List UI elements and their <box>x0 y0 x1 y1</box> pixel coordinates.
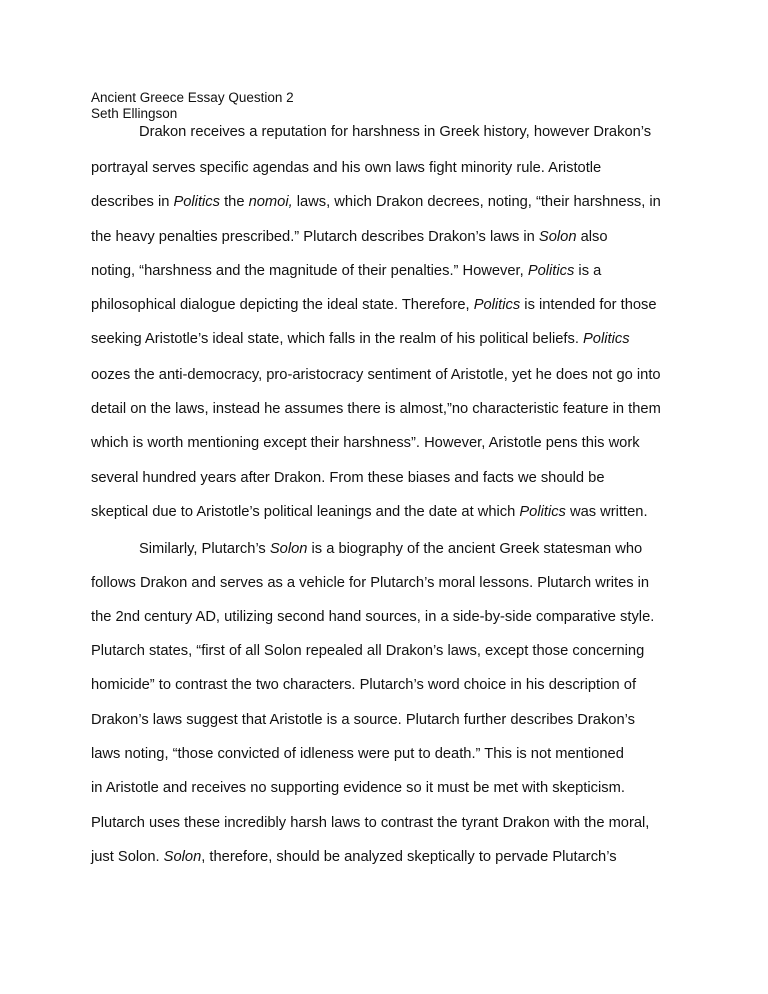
body-line <box>91 642 644 660</box>
body-line <box>139 540 642 558</box>
text-run: several hundred years after Drakon. From these biases and facts we should be <box>91 470 605 486</box>
body-line <box>91 711 635 729</box>
text-run: the <box>219 194 249 210</box>
text-run: portrayal serves specific agendas and his own laws fight minority rule. Aristotle <box>91 160 602 176</box>
text-run: laws, which Drakon decrees, noting, “their harshness, in <box>292 194 661 210</box>
text-run: is a biography of the ancient Greek statesman who <box>307 541 643 557</box>
body-line <box>91 434 640 452</box>
author-name: Seth Ellingson <box>91 106 178 121</box>
italic-text: Politics <box>473 297 521 313</box>
text-run: skeptical due to Aristotle’s political leanings and the date at which <box>91 504 520 520</box>
body-line <box>91 608 654 626</box>
text-run: also <box>576 229 608 245</box>
text-run: seeking Aristotle’s ideal state, which falls in the realm of his political beliefs. <box>91 331 584 347</box>
body-line <box>91 366 661 384</box>
body-line <box>91 779 625 797</box>
text-run: homicide” to contrast the two characters. Plutarch’s word choice in his description of <box>91 677 637 693</box>
text-run: detail on the laws, instead he assumes there is almost,”no characteristic feature in them <box>91 401 661 417</box>
italic-text: Solon <box>269 541 308 557</box>
text-run: the 2nd century AD, utilizing second hand sources, in a side-by-side comparative style. <box>91 609 655 625</box>
text-run: which is worth mentioning except their harshness”. However, Aristotle pens this work <box>91 435 640 451</box>
text-run: Similarly, Plutarch’s <box>139 541 270 557</box>
text-run: Drakon receives a reputation for harshness in Greek history, however Drakon’s <box>139 124 652 140</box>
body-line <box>91 262 601 280</box>
body-line <box>91 296 657 314</box>
text-run: follows Drakon and serves as a vehicle for Plutarch’s moral lessons. Plutarch writes in <box>91 575 650 591</box>
body-line <box>91 400 661 418</box>
text-run: oozes the anti-democracy, pro-aristocracy sentiment of Aristotle, yet he does not go into <box>91 367 661 383</box>
text-run: is a <box>574 263 602 279</box>
text-run: Plutarch uses these incredibly harsh laws to contrast the tyrant Drakon with the moral, <box>91 815 650 831</box>
document-header <box>91 90 294 122</box>
body-line <box>139 123 651 141</box>
text-run: just Solon. <box>91 849 164 865</box>
body-line <box>91 574 649 592</box>
italic-text: Politics <box>583 331 630 347</box>
italic-text: Politics <box>527 263 575 279</box>
body-line <box>91 503 648 521</box>
text-run: , therefore, should be analyzed skeptically to pervade Plutarch’s <box>201 849 617 865</box>
body-line <box>91 159 601 177</box>
italic-text: Solon <box>163 849 202 865</box>
body-line <box>91 814 649 832</box>
body-line <box>91 848 617 866</box>
text-run: philosophical dialogue depicting the ideal state. Therefore, <box>91 297 474 313</box>
text-run: Plutarch states, “first of all Solon repealed all Drakon’s laws, except those concerning <box>91 643 645 659</box>
body-line <box>91 469 605 487</box>
text-run: was written. <box>565 504 648 520</box>
text-run: Drakon’s laws suggest that Aristotle is a source. Plutarch further describes Drakon’s <box>91 712 635 728</box>
essay-title: Ancient Greece Essay Question 2 <box>91 90 294 105</box>
text-run: laws noting, “those convicted of idleness were put to death.” This is not mentioned <box>91 746 624 762</box>
text-run: is intended for those <box>520 297 657 313</box>
body-line <box>91 193 661 211</box>
italic-text: nomoi, <box>248 194 293 210</box>
body-line <box>91 330 630 348</box>
italic-text: Politics <box>173 194 220 210</box>
text-run: describes in <box>91 194 174 210</box>
body-line <box>91 676 636 694</box>
italic-text: Politics <box>519 504 566 520</box>
italic-text: Solon <box>538 229 577 245</box>
text-run: in Aristotle and receives no supporting evidence so it must be met with skepticism. <box>91 780 625 796</box>
body-line <box>91 745 624 763</box>
text-run: the heavy penalties prescribed.” Plutarch describes Drakon’s laws in <box>91 229 539 245</box>
text-run: noting, “harshness and the magnitude of their penalties.” However, <box>91 263 528 279</box>
body-line <box>91 228 608 246</box>
